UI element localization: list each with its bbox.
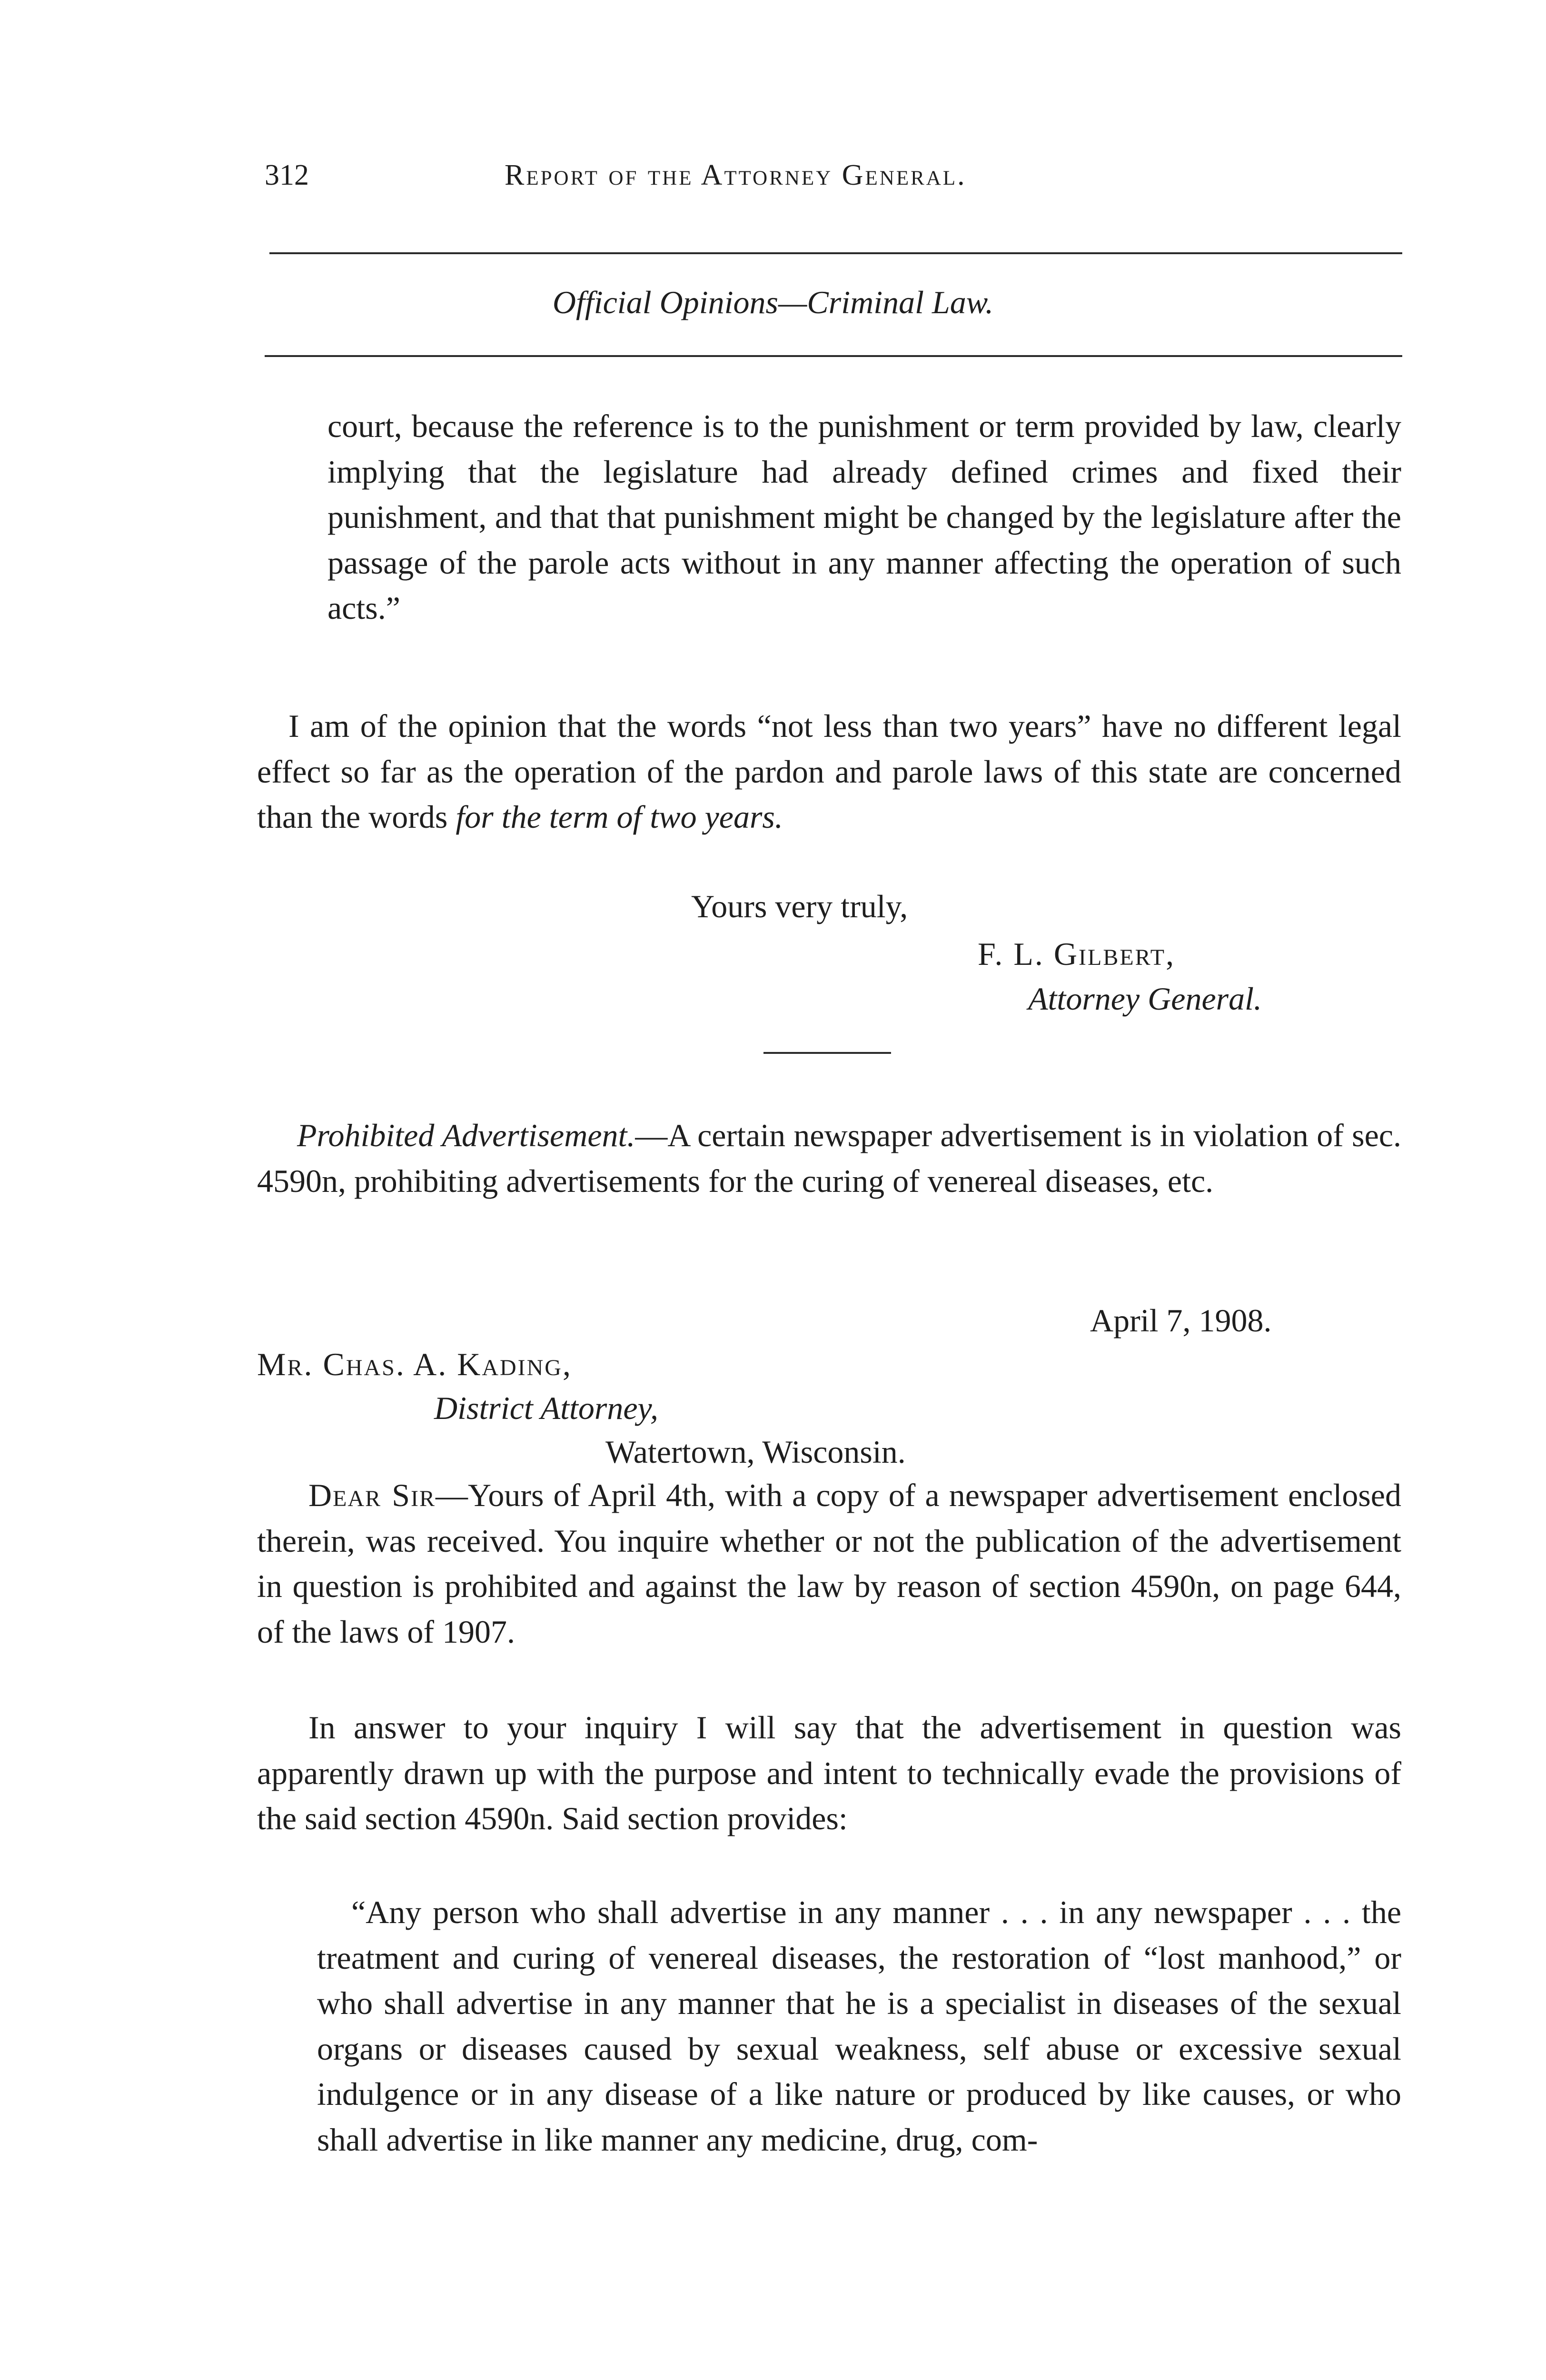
header-rule-bottom bbox=[265, 355, 1402, 357]
statute-quote: “Any person who shall advertise in any manner . . . in any newspaper . . . the treatment and curing of venereal diseases, the restoration of “lost manhood,” or who shall advertise in any manner that he is a specialist in diseases of the sexual organs or diseases caused by sexual weakness, self abuse or excessive sexual indulgence or in any disease of a like nature or produced by like causes, or who shall advertise in like manner any medicine, drug, com- bbox=[317, 1894, 1401, 2158]
salutation: Dear Sir bbox=[308, 1477, 436, 1513]
letter-paragraph-2: In answer to your inquiry I will say that the advertisement in question was apparently drawn up with the purpose and intent to technically evade the provisions of the said section 4590n. Said section provides: bbox=[257, 1709, 1401, 1836]
section-heading: Official Opinions—Criminal Law. bbox=[552, 284, 994, 320]
header-rule-top bbox=[269, 252, 1402, 254]
section-divider bbox=[763, 1052, 891, 1054]
signature-name: F. L. Gilbert, bbox=[978, 936, 1176, 972]
headnote bbox=[257, 1113, 1401, 1204]
opinion-text: I am of the opinion that the words “not less than two years” have no different legal effect so far as the operation of the pardon and parole laws of this state are concerned than the words bbox=[257, 708, 1401, 835]
letter-paragraph-1 bbox=[257, 1473, 1401, 1655]
signature-title: Attorney General. bbox=[1028, 981, 1262, 1017]
addressee-place: Watertown, Wisconsin. bbox=[605, 1434, 906, 1470]
quoted-passage: court, because the reference is to the punishment or term provided by law, clearly implying that the legislature had already defined crimes and fixed their punishment, and that that punishment might be changed by the legislature after the passage of the parole acts without in any manner affecting the operation of such acts.” bbox=[327, 408, 1401, 626]
opinion-italic-phrase: for the term of two years. bbox=[456, 799, 783, 835]
letter-paragraph-1-text: —Yours of April 4th, with a copy of a newspaper advertisement enclosed therein, was received. You inquire whether or not the publication of the advertisement in question is prohibited and against the law by reason of section 4590n, on page 644, of the laws of 1907. bbox=[257, 1477, 1401, 1650]
letter-closing: Yours very truly, bbox=[691, 888, 908, 924]
addressee-title: District Attorney, bbox=[434, 1390, 658, 1426]
running-head: Report of the Attorney General. bbox=[505, 159, 967, 191]
letter-date: April 7, 1908. bbox=[1090, 1302, 1272, 1339]
addressee-name: Mr. Chas. A. Kading, bbox=[257, 1346, 572, 1382]
headnote-text: —A certain newspaper advertisement is in violation of sec. 4590n, prohibiting advertisements for the curing of venereal diseases, etc. bbox=[257, 1117, 1401, 1199]
opinion-paragraph bbox=[257, 704, 1401, 840]
page-number: 312 bbox=[265, 159, 309, 191]
headnote-topic: Prohibited Advertisement. bbox=[297, 1117, 635, 1153]
